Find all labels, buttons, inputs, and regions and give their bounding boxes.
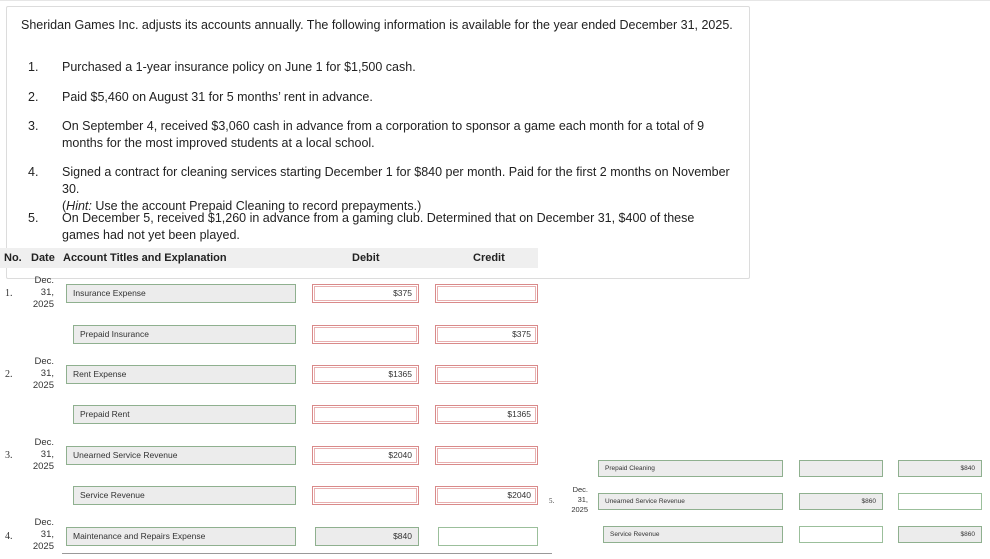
header-debit: Debit (352, 252, 380, 264)
debit-account-field[interactable]: Rent Expense (66, 365, 296, 384)
item-text: Paid $5,460 on August 31 for 5 months’ rent in advance. (62, 90, 373, 104)
item-number: 5. (28, 211, 39, 225)
credit-account-field[interactable]: Prepaid Insurance (73, 325, 296, 344)
debit-amount-field[interactable]: $1365 (312, 365, 419, 384)
debit-amount-field[interactable] (799, 460, 883, 477)
hint-text: Use the account Prepaid Cleaning to record prepayments. (95, 199, 418, 213)
credit-amount-field[interactable] (898, 493, 982, 510)
credit-amount-field[interactable] (435, 365, 538, 384)
item-number: 4. (28, 165, 39, 179)
item-number: 3. (28, 119, 39, 133)
credit-amount-field[interactable]: $1365 (435, 405, 538, 424)
debit-amount-field[interactable]: $860 (799, 493, 883, 510)
debit-amount-field[interactable] (799, 526, 883, 543)
entry-date: Dec. 31, 2025 (32, 356, 54, 391)
item-text-4: Signed a contract for cleaning services starting December 1 for $840 per month. Paid for the first 2 months on November 30. (Hint: Use the account Prepaid Cleaning to record prepayments.) (62, 165, 730, 213)
debit-account-field[interactable]: Insurance Expense (66, 284, 296, 303)
problem-intro: Sheridan Games Inc. adjusts its accounts annually. The following information is available for the year ended December 31, 2025. (21, 18, 733, 32)
item-number: 1. (28, 60, 39, 74)
header-no: No. (4, 252, 22, 264)
bottom-rule (62, 553, 552, 554)
debit-account-field[interactable]: Unearned Service Revenue (66, 446, 296, 465)
debit-amount-field[interactable] (312, 486, 419, 505)
header-credit: Credit (473, 252, 505, 264)
debit-amount-field[interactable]: $2040 (312, 446, 419, 465)
journal-header (0, 248, 538, 268)
credit-amount-field[interactable] (435, 284, 538, 303)
entry-number: 5. (549, 497, 555, 505)
entry-date: Dec. 31, 2025 (32, 517, 54, 552)
hint-label: Hint: (66, 199, 92, 213)
entry-number: 4. (5, 531, 13, 542)
credit-amount-field[interactable] (438, 527, 538, 546)
credit-account-field[interactable]: Prepaid Cleaning (598, 460, 783, 477)
debit-amount-field[interactable] (312, 325, 419, 344)
entry-number: 1. (5, 288, 13, 299)
debit-account-field[interactable]: Unearned Service Revenue (598, 493, 783, 510)
debit-amount-field[interactable]: $840 (315, 527, 419, 546)
credit-account-field[interactable]: Service Revenue (603, 526, 783, 543)
item-text: On September 4, received $3,060 cash in advance from a corporation to sponsor a game each month for a total of 9 months for the most improved students at a local school. (62, 119, 705, 150)
top-rule (0, 0, 990, 1)
header-date: Date (31, 252, 55, 264)
entry-number: 2. (5, 369, 13, 380)
credit-amount-field[interactable]: $840 (898, 460, 982, 477)
debit-amount-field[interactable] (312, 405, 419, 424)
debit-account-field[interactable]: Maintenance and Repairs Expense (66, 527, 296, 546)
credit-amount-field[interactable]: $860 (898, 526, 982, 543)
credit-amount-field[interactable]: $2040 (435, 486, 538, 505)
item-text: On December 5, received $1,260 in advance from a gaming club. Determined that on December 31, $400 of these games had not yet been played. (62, 211, 695, 242)
debit-amount-field[interactable]: $375 (312, 284, 419, 303)
item-text: Signed a contract for cleaning services starting December 1 for $840 per month. Paid for the first 2 months on November 30. (62, 165, 730, 196)
entry-date: Dec. 31, 2025 (32, 275, 54, 310)
header-account: Account Titles and Explanation (63, 252, 227, 264)
credit-amount-field[interactable] (435, 446, 538, 465)
credit-account-field[interactable]: Prepaid Rent (73, 405, 296, 424)
item-number: 2. (28, 90, 39, 104)
credit-amount-field[interactable]: $375 (435, 325, 538, 344)
credit-account-field[interactable]: Service Revenue (73, 486, 296, 505)
item-text: Purchased a 1-year insurance policy on June 1 for $1,500 cash. (62, 60, 416, 74)
entry-date: Dec. 31, 2025 (32, 437, 54, 472)
entry-number: 3. (5, 450, 13, 461)
entry-date: Dec. 31, 2025 (571, 485, 588, 514)
